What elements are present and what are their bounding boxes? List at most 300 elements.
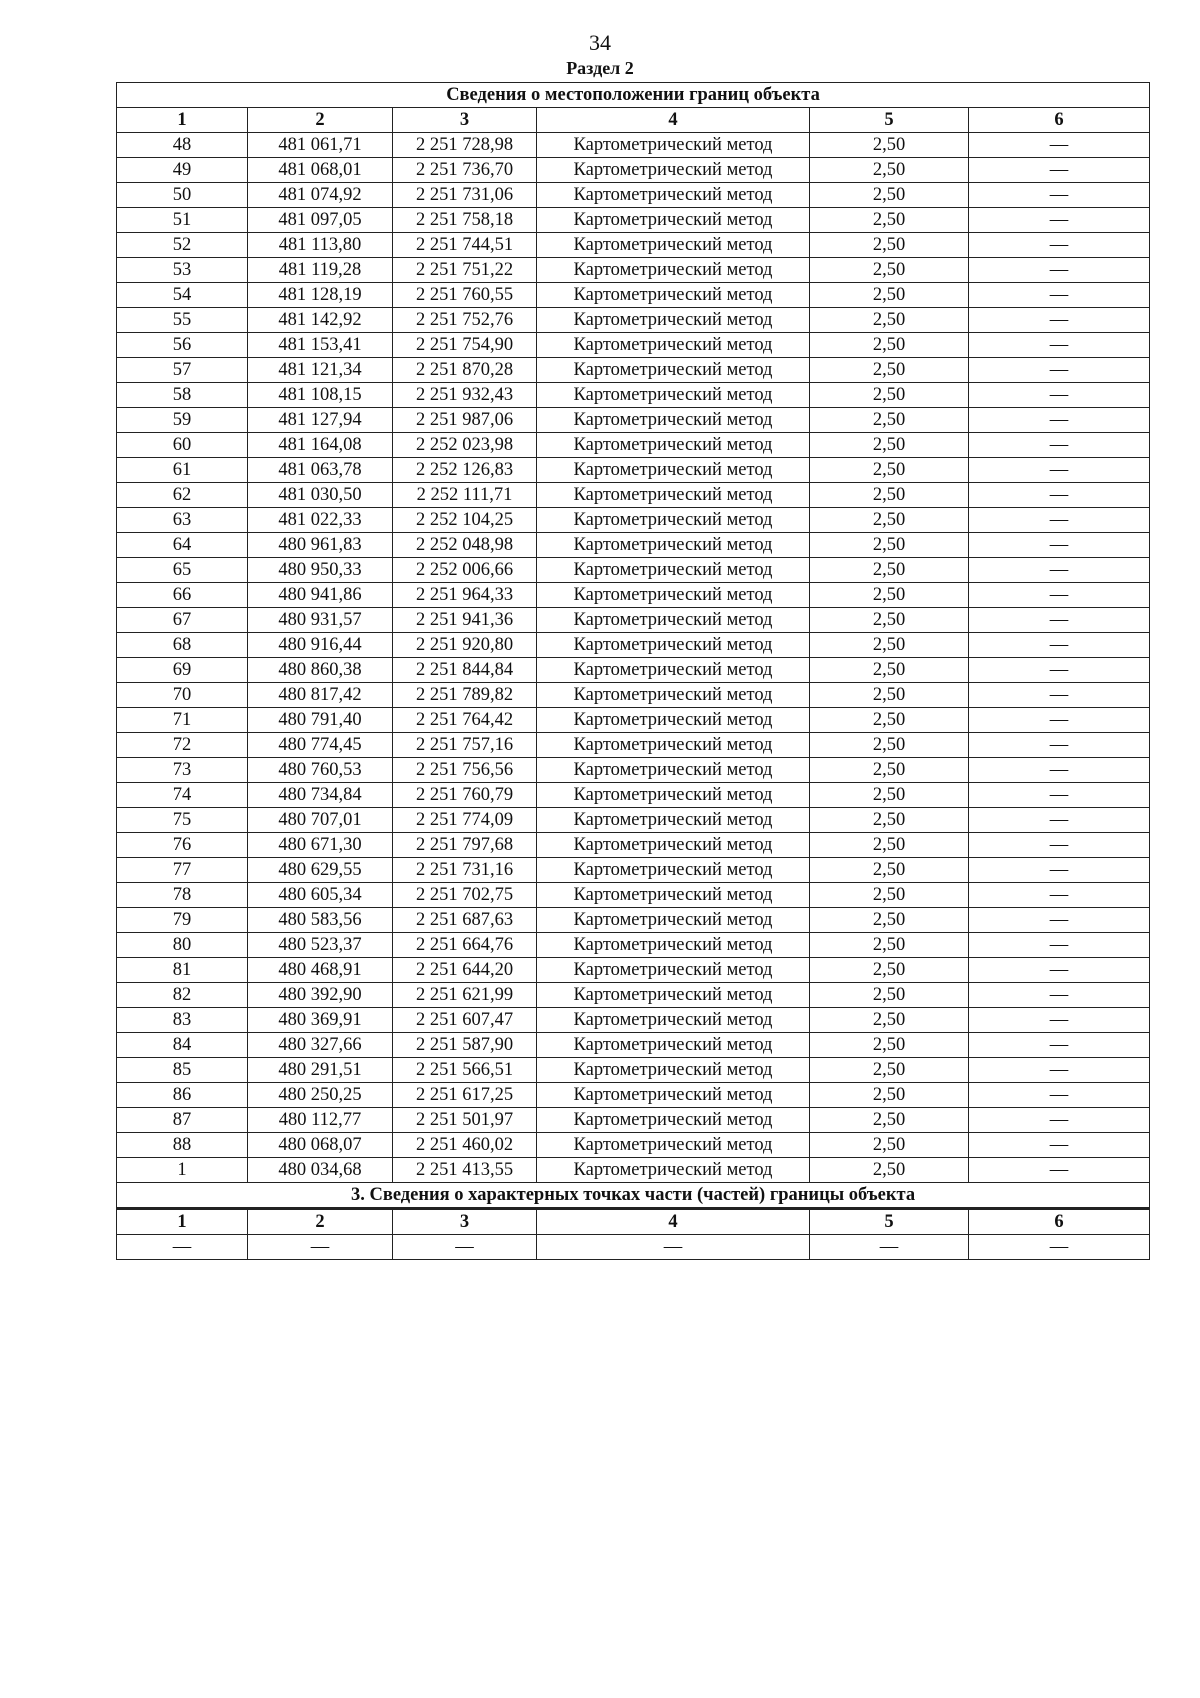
table-cell: 480 250,25: [248, 1083, 393, 1108]
table-cell: Картометрический метод: [537, 308, 810, 333]
table-cell: 2,50: [810, 208, 969, 233]
table-cell: —: [969, 633, 1150, 658]
table-row: [117, 933, 1150, 958]
table-cell: 480 774,45: [248, 733, 393, 758]
table-cell: 2 251 870,28: [393, 358, 537, 383]
table-cell: 83: [117, 1008, 248, 1033]
table-cell: 87: [117, 1108, 248, 1133]
table-cell: 2,50: [810, 883, 969, 908]
table-cell: 81: [117, 958, 248, 983]
table-cell: 480 931,57: [248, 608, 393, 633]
table-cell: 2,50: [810, 458, 969, 483]
table-cell: 77: [117, 858, 248, 883]
table-cell: —: [969, 533, 1150, 558]
column-number-row: [117, 108, 1150, 133]
table-cell: 2,50: [810, 608, 969, 633]
table-cell: 2 251 460,02: [393, 1133, 537, 1158]
table-cell: 2,50: [810, 408, 969, 433]
table-cell: 2,50: [810, 858, 969, 883]
table-cell: 481 164,08: [248, 433, 393, 458]
table-cell: —: [969, 1058, 1150, 1083]
table-row: [117, 708, 1150, 733]
table-cell: 2 251 764,42: [393, 708, 537, 733]
table-cell: 68: [117, 633, 248, 658]
table-cell: 2 251 941,36: [393, 608, 537, 633]
table-cell: 2,50: [810, 658, 969, 683]
table-cell: 88: [117, 1133, 248, 1158]
table-cell: 86: [117, 1083, 248, 1108]
table-cell: —: [969, 508, 1150, 533]
table-cell: 2,50: [810, 1033, 969, 1058]
table-cell: 84: [117, 1033, 248, 1058]
table-cell: 51: [117, 208, 248, 233]
table-row: [117, 283, 1150, 308]
table-cell: 56: [117, 333, 248, 358]
table-row: [117, 783, 1150, 808]
table-cell: 480 961,83: [248, 533, 393, 558]
table-cell: 2,50: [810, 783, 969, 808]
table-cell: —: [969, 683, 1150, 708]
table-cell: 2,50: [810, 933, 969, 958]
table-cell: 2 251 736,70: [393, 158, 537, 183]
table-row: [117, 1058, 1150, 1083]
table-cell: 2 251 987,06: [393, 408, 537, 433]
page-number: 34: [589, 30, 611, 55]
table-cell: 2,50: [810, 833, 969, 858]
table-row: [117, 433, 1150, 458]
table-cell: 2,50: [810, 233, 969, 258]
table-cell: 480 327,66: [248, 1033, 393, 1058]
table-cell: 2 252 048,98: [393, 533, 537, 558]
table-cell: Картометрический метод: [537, 708, 810, 733]
table-cell: 2 251 920,80: [393, 633, 537, 658]
table-cell: 2,50: [810, 1083, 969, 1108]
table-row: [117, 808, 1150, 833]
table-cell: 481 108,15: [248, 383, 393, 408]
table-cell: Картометрический метод: [537, 1033, 810, 1058]
table-cell: 2,50: [810, 808, 969, 833]
table-cell: 54: [117, 283, 248, 308]
table-row: [117, 558, 1150, 583]
table-cell: 85: [117, 1058, 248, 1083]
table-cell: 2 251 757,16: [393, 733, 537, 758]
table-cell: 2,50: [810, 183, 969, 208]
table-cell: 2 252 104,25: [393, 508, 537, 533]
table-cell: 2,50: [810, 1058, 969, 1083]
table-cell: 480 369,91: [248, 1008, 393, 1033]
table-cell: —: [969, 708, 1150, 733]
table-cell: 480 291,51: [248, 1058, 393, 1083]
table-cell: —: [969, 833, 1150, 858]
table-cell: Картометрический метод: [537, 133, 810, 158]
table-cell: Картометрический метод: [537, 558, 810, 583]
table-cell: 2 251 617,25: [393, 1083, 537, 1108]
table-cell: —: [969, 783, 1150, 808]
table-cell: —: [969, 308, 1150, 333]
table-cell: 2 252 006,66: [393, 558, 537, 583]
table-cell: 2 251 566,51: [393, 1058, 537, 1083]
table-cell: 2 252 111,71: [393, 483, 537, 508]
table-cell: —: [969, 558, 1150, 583]
table-cell: 5: [810, 1209, 969, 1235]
table-cell: Картометрический метод: [537, 383, 810, 408]
table-cell: 2 252 126,83: [393, 458, 537, 483]
table-row: [117, 1158, 1150, 1183]
table-cell: 480 916,44: [248, 633, 393, 658]
table-cell: —: [969, 1158, 1150, 1183]
table-cell: 2,50: [810, 583, 969, 608]
table-cell: —: [969, 258, 1150, 283]
table-cell: —: [969, 958, 1150, 983]
table-cell: 2 251 702,75: [393, 883, 537, 908]
table-cell: Картометрический метод: [537, 1108, 810, 1133]
table-cell: 3: [393, 108, 537, 133]
table-cell: —: [969, 433, 1150, 458]
table-cell: 2,50: [810, 383, 969, 408]
table-cell: 2 251 413,55: [393, 1158, 537, 1183]
table-cell: 3: [393, 1209, 537, 1235]
table-cell: Картометрический метод: [537, 283, 810, 308]
table-cell: 2 251 621,99: [393, 983, 537, 1008]
table-row: [117, 383, 1150, 408]
table-cell: Картометрический метод: [537, 533, 810, 558]
table-row: [117, 308, 1150, 333]
table-cell: Картометрический метод: [537, 1008, 810, 1033]
table-cell: 59: [117, 408, 248, 433]
table-cell: —: [810, 1235, 969, 1260]
table-cell: 2,50: [810, 258, 969, 283]
table-cell: 2: [248, 1209, 393, 1235]
table-row: [117, 183, 1150, 208]
table-cell: 480 392,90: [248, 983, 393, 1008]
table-cell: 69: [117, 658, 248, 683]
table-cell: 53: [117, 258, 248, 283]
table-cell: Картометрический метод: [537, 458, 810, 483]
table-cell: 5: [810, 108, 969, 133]
table-cell: —: [537, 1235, 810, 1260]
table-cell: Картометрический метод: [537, 358, 810, 383]
table-cell: 2 251 587,90: [393, 1033, 537, 1058]
table-cell: 2 251 844,84: [393, 658, 537, 683]
table-cell: 74: [117, 783, 248, 808]
table-cell: 2 251 754,90: [393, 333, 537, 358]
table-cell: —: [117, 1235, 248, 1260]
table-row: [117, 208, 1150, 233]
table-cell: —: [969, 333, 1150, 358]
table-cell: Картометрический метод: [537, 858, 810, 883]
table-cell: —: [969, 458, 1150, 483]
table-cell: Картометрический метод: [537, 433, 810, 458]
table-cell: 480 817,42: [248, 683, 393, 708]
table-cell: 480 034,68: [248, 1158, 393, 1183]
table-cell: Картометрический метод: [537, 658, 810, 683]
table-row: [117, 583, 1150, 608]
table-row: [117, 983, 1150, 1008]
table-cell: 2,50: [810, 483, 969, 508]
table-cell: —: [969, 983, 1150, 1008]
table-cell: 480 791,40: [248, 708, 393, 733]
table-row: [117, 233, 1150, 258]
boundary-table: [116, 82, 1150, 1260]
table-cell: —: [969, 408, 1150, 433]
table-cell: 2,50: [810, 558, 969, 583]
table-cell: 481 097,05: [248, 208, 393, 233]
table-cell: 2,50: [810, 308, 969, 333]
table-row: [117, 1108, 1150, 1133]
table-cell: 2 251 797,68: [393, 833, 537, 858]
table-cell: 2 251 751,22: [393, 258, 537, 283]
table-row: [117, 483, 1150, 508]
table-row: [117, 1133, 1150, 1158]
table-cell: 2,50: [810, 1133, 969, 1158]
table-cell: 2,50: [810, 733, 969, 758]
table-cell: 2,50: [810, 683, 969, 708]
table-cell: 50: [117, 183, 248, 208]
table-cell: 481 113,80: [248, 233, 393, 258]
table-cell: 2,50: [810, 1108, 969, 1133]
table-cell: Картометрический метод: [537, 833, 810, 858]
table-cell: 481 074,92: [248, 183, 393, 208]
table-cell: Картометрический метод: [537, 733, 810, 758]
table-cell: 2 251 731,16: [393, 858, 537, 883]
table-row: [117, 358, 1150, 383]
table-cell: —: [248, 1235, 393, 1260]
table-cell: 480 605,34: [248, 883, 393, 908]
table-cell: Картометрический метод: [537, 683, 810, 708]
table-cell: 64: [117, 533, 248, 558]
table-cell: 82: [117, 983, 248, 1008]
table-cell: 2 252 023,98: [393, 433, 537, 458]
table-cell: 1: [117, 1209, 248, 1235]
table-cell: 480 860,38: [248, 658, 393, 683]
section-title: Раздел 2: [566, 58, 634, 78]
table-cell: Картометрический метод: [537, 333, 810, 358]
table-cell: 480 583,56: [248, 908, 393, 933]
table-cell: 49: [117, 158, 248, 183]
table-cell: 481 030,50: [248, 483, 393, 508]
table-cell: 2 251 758,18: [393, 208, 537, 233]
table-cell: —: [969, 233, 1150, 258]
subsection-caption-row: [117, 1183, 1150, 1209]
table-row: [117, 133, 1150, 158]
table-cell: 2 251 760,55: [393, 283, 537, 308]
table-cell: 2,50: [810, 1158, 969, 1183]
table-cell: 2,50: [810, 958, 969, 983]
table-cell: —: [969, 908, 1150, 933]
table-row: [117, 683, 1150, 708]
table-cell: 481 153,41: [248, 333, 393, 358]
table-cell: 2,50: [810, 133, 969, 158]
table-caption: Сведения о местоположении границ объекта: [117, 83, 1150, 108]
table-row: [117, 458, 1150, 483]
table-cell: 2,50: [810, 758, 969, 783]
table-row: [117, 258, 1150, 283]
table-cell: 2,50: [810, 533, 969, 558]
table-cell: 4: [537, 108, 810, 133]
subsection-caption: 3. Сведения о характерных точках части (частей) границы объекта: [117, 1183, 1150, 1209]
table-cell: 72: [117, 733, 248, 758]
table-cell: 63: [117, 508, 248, 533]
table-cell: 2 251 687,63: [393, 908, 537, 933]
table-cell: Картометрический метод: [537, 483, 810, 508]
table-cell: —: [969, 1235, 1150, 1260]
table-cell: 61: [117, 458, 248, 483]
table-cell: 2 251 774,09: [393, 808, 537, 833]
table-cell: Картометрический метод: [537, 758, 810, 783]
table-cell: —: [969, 808, 1150, 833]
table-cell: 2 251 760,79: [393, 783, 537, 808]
table-row: [117, 158, 1150, 183]
table-cell: Картометрический метод: [537, 583, 810, 608]
table-cell: 2 251 501,97: [393, 1108, 537, 1133]
table-cell: 6: [969, 1209, 1150, 1235]
table-cell: 480 941,86: [248, 583, 393, 608]
table-cell: Картометрический метод: [537, 1083, 810, 1108]
table-cell: 481 128,19: [248, 283, 393, 308]
table-cell: 2,50: [810, 158, 969, 183]
table-cell: Картометрический метод: [537, 783, 810, 808]
table-row: [117, 733, 1150, 758]
table-cell: Картометрический метод: [537, 808, 810, 833]
table-cell: Картометрический метод: [537, 1058, 810, 1083]
table-cell: —: [969, 208, 1150, 233]
table-cell: Картометрический метод: [537, 933, 810, 958]
table-cell: —: [969, 1083, 1150, 1108]
table-cell: Картометрический метод: [537, 633, 810, 658]
table-cell: 55: [117, 308, 248, 333]
table-cell: 480 760,53: [248, 758, 393, 783]
table-cell: 73: [117, 758, 248, 783]
table-cell: Картометрический метод: [537, 158, 810, 183]
table-cell: —: [969, 883, 1150, 908]
table-cell: 481 063,78: [248, 458, 393, 483]
table-cell: 65: [117, 558, 248, 583]
table-row: [117, 408, 1150, 433]
table-cell: 67: [117, 608, 248, 633]
table-cell: —: [969, 658, 1150, 683]
table-cell: —: [969, 133, 1150, 158]
table-cell: 480 468,91: [248, 958, 393, 983]
table-row: [117, 858, 1150, 883]
table-cell: Картометрический метод: [537, 1133, 810, 1158]
table-cell: 2,50: [810, 283, 969, 308]
table-cell: 480 671,30: [248, 833, 393, 858]
table-cell: 2 251 728,98: [393, 133, 537, 158]
table-row: [117, 333, 1150, 358]
table-cell: 57: [117, 358, 248, 383]
table-cell: 480 112,77: [248, 1108, 393, 1133]
table-cell: —: [969, 1008, 1150, 1033]
table-cell: —: [969, 1108, 1150, 1133]
table-cell: 66: [117, 583, 248, 608]
table-cell: —: [969, 158, 1150, 183]
table-cell: Картометрический метод: [537, 508, 810, 533]
subsection-column-number-row: [117, 1209, 1150, 1235]
table-cell: 480 068,07: [248, 1133, 393, 1158]
table-cell: 62: [117, 483, 248, 508]
table-cell: —: [969, 758, 1150, 783]
table-cell: 70: [117, 683, 248, 708]
table-cell: 2 251 964,33: [393, 583, 537, 608]
subsection-table-row: [117, 1235, 1150, 1260]
table-cell: —: [969, 358, 1150, 383]
table-cell: 60: [117, 433, 248, 458]
table-cell: 481 119,28: [248, 258, 393, 283]
table-cell: 52: [117, 233, 248, 258]
table-cell: Картометрический метод: [537, 883, 810, 908]
table-cell: 2,50: [810, 633, 969, 658]
table-cell: —: [969, 283, 1150, 308]
table-cell: Картометрический метод: [537, 183, 810, 208]
table-cell: 481 068,01: [248, 158, 393, 183]
table-cell: 480 734,84: [248, 783, 393, 808]
table-caption-row: [117, 83, 1150, 108]
table-cell: 71: [117, 708, 248, 733]
table-cell: 78: [117, 883, 248, 908]
table-cell: 1: [117, 1158, 248, 1183]
table-row: [117, 758, 1150, 783]
table-cell: —: [969, 483, 1150, 508]
table-cell: 2 251 644,20: [393, 958, 537, 983]
table-cell: 1: [117, 108, 248, 133]
table-row: [117, 1033, 1150, 1058]
table-cell: Картометрический метод: [537, 983, 810, 1008]
table-cell: 2,50: [810, 433, 969, 458]
table-cell: 2 251 756,56: [393, 758, 537, 783]
table-cell: 79: [117, 908, 248, 933]
table-row: [117, 508, 1150, 533]
table-cell: 480 629,55: [248, 858, 393, 883]
table-cell: 481 127,94: [248, 408, 393, 433]
table-cell: 75: [117, 808, 248, 833]
table-cell: 2 251 744,51: [393, 233, 537, 258]
table-cell: 48: [117, 133, 248, 158]
table-row: [117, 1083, 1150, 1108]
table-cell: 2 251 731,06: [393, 183, 537, 208]
table-cell: —: [969, 183, 1150, 208]
table-cell: Картометрический метод: [537, 958, 810, 983]
table-cell: 481 142,92: [248, 308, 393, 333]
table-cell: 2 251 932,43: [393, 383, 537, 408]
table-cell: 58: [117, 383, 248, 408]
table-cell: Картометрический метод: [537, 208, 810, 233]
table-cell: 2 251 607,47: [393, 1008, 537, 1033]
table-cell: —: [969, 1033, 1150, 1058]
table-row: [117, 883, 1150, 908]
table-cell: Картометрический метод: [537, 408, 810, 433]
table-cell: 2,50: [810, 983, 969, 1008]
table-cell: 2,50: [810, 708, 969, 733]
table-cell: —: [969, 733, 1150, 758]
table-row: [117, 658, 1150, 683]
table-cell: 2: [248, 108, 393, 133]
table-cell: Картометрический метод: [537, 608, 810, 633]
table-cell: 2,50: [810, 908, 969, 933]
table-cell: 2 251 789,82: [393, 683, 537, 708]
table-cell: Картометрический метод: [537, 908, 810, 933]
table-row: [117, 1008, 1150, 1033]
table-cell: 481 121,34: [248, 358, 393, 383]
table-cell: —: [969, 608, 1150, 633]
table-cell: 2,50: [810, 333, 969, 358]
table-row: [117, 958, 1150, 983]
table-cell: 2,50: [810, 1008, 969, 1033]
table-cell: 480 950,33: [248, 558, 393, 583]
table-cell: Картометрический метод: [537, 1158, 810, 1183]
table-cell: 2 251 664,76: [393, 933, 537, 958]
table-row: [117, 533, 1150, 558]
table-cell: 480 707,01: [248, 808, 393, 833]
